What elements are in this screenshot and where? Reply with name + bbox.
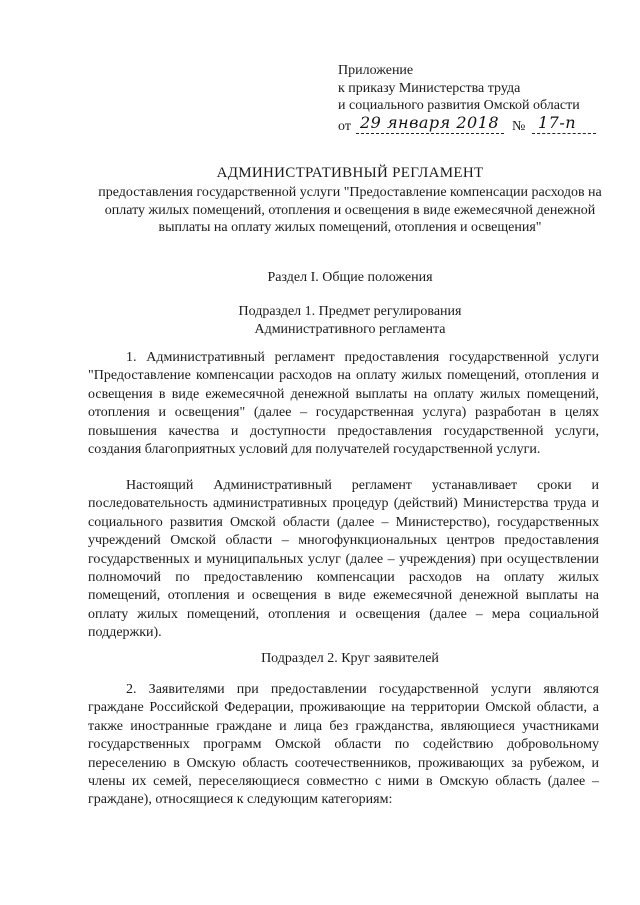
section-heading: Раздел I. Общие положения (267, 270, 433, 285)
annex-order-ref: к приказу Министерства труда (338, 80, 521, 96)
subsection-1-heading-line2: Административного регламента (254, 321, 446, 337)
annex-date-number (338, 112, 618, 135)
annex-ministry: и социального развития Омской области (338, 98, 580, 113)
paragraph-2: Настоящий Административный регламент устанавливает сроки и последовательность административных процедур (действий) Министерства труда и социального развития Омской области (далее – Министерство), государственных учреждений Омской области – многофункциональных центров предоставления государственных и муниципальных услуг (далее – учреждения) при осуществлении полномочий по предоставлению компенсации расходов на оплату жилых помещений, отопления и освещения в виде ежемесячной денежной выплаты на оплату жилых помещений, отопления и освещения (далее – мера социальной поддержки). (88, 478, 599, 641)
number-underline (532, 133, 596, 134)
date-prefix: от (338, 118, 351, 134)
document-title: АДМИНИСТРАТИВНЫЙ РЕГЛАМЕНТ (216, 165, 484, 181)
paragraph-1: 1. Административный регламент предоставления государственной услуги "Предоставление компенсации расходов на оплату жилых помещений, отопления и освещения в виде ежемесячной денежной выплаты на оплату жилых помещений, отопления и освещения" (далее – государственная услуга) разработан в целях повышения качества и доступности предоставления государственной услуги, создания благоприятных условий для получателей государственной услуги. (88, 350, 599, 458)
subsection-1-heading-line1: Подраздел 1. Предмет регулирования (238, 304, 462, 319)
annex-title: Приложение (338, 63, 414, 78)
subsection-2-heading: Подраздел 2. Круг заявителей (261, 651, 439, 666)
date-underline (356, 133, 504, 134)
handwritten-number: 17-п (538, 112, 577, 132)
handwritten-date: 29 января 2018 (360, 112, 500, 132)
document-subtitle: предоставления государственной услуги "Предоставление компенсации расходов на оплату жилых помещений, отопления и освещения в виде ежемесячной денежной выплаты на оплату жилых помещений, отопления и освещения" (98, 185, 602, 235)
paragraph-3: 2. Заявителями при предоставлении государственной услуги являются граждане Российской Федерации, проживающие на территории Омской области, а также иностранные граждане и лица без гражданства, являющиеся участниками государственных программ Омской области по содействию добровольному переселению в Омскую область соотечественников, проживающих за рубежом, и члены их семей, переселяющиеся совместно с ними в Омскую область (далее – граждане), относящиеся к следующим категориям: (88, 682, 599, 808)
number-label: № (512, 118, 526, 134)
annex-block (338, 62, 618, 135)
subsection-1-heading (80, 303, 620, 338)
